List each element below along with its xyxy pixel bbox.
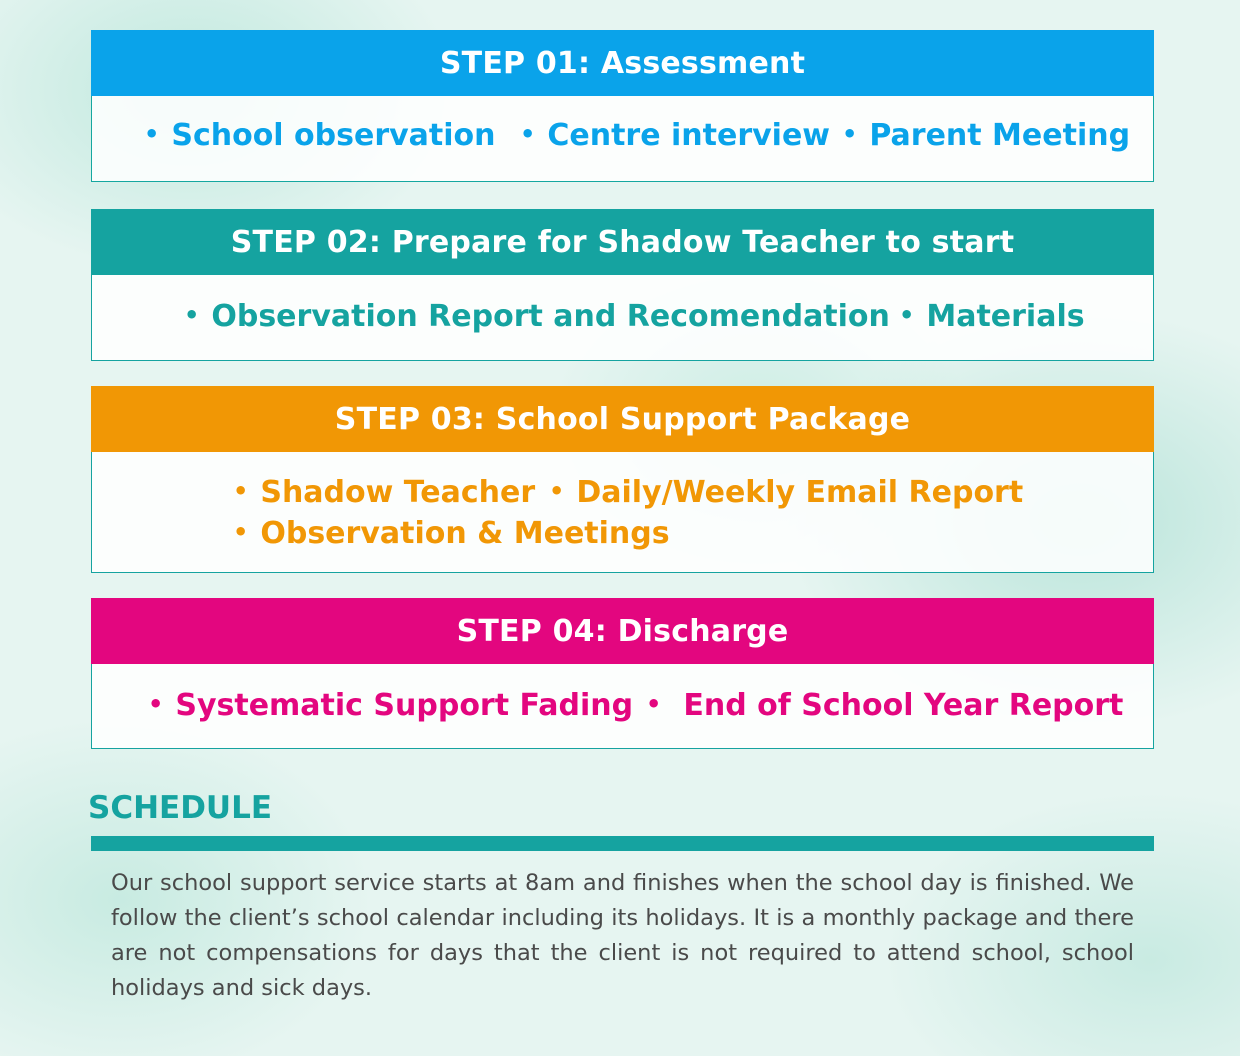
step-02-card bbox=[91, 209, 1154, 361]
schedule-divider bbox=[91, 836, 1154, 851]
bullet-icon: • bbox=[144, 120, 160, 148]
step-01-card bbox=[91, 30, 1154, 182]
step-04-item-support-fading: • Systematic Support Fading bbox=[148, 688, 634, 723]
bullet-icon: • bbox=[184, 301, 200, 329]
step-04-items bbox=[91, 664, 1154, 749]
step-04-card bbox=[91, 598, 1154, 749]
step-01-items bbox=[91, 96, 1154, 182]
bullet-icon: • bbox=[233, 477, 249, 505]
bullet-icon: • bbox=[148, 690, 164, 718]
bullet-icon: • bbox=[646, 690, 662, 718]
step-03-item-shadow-teacher: • Shadow Teacher bbox=[233, 475, 536, 510]
step-03-card bbox=[91, 386, 1154, 573]
schedule-description: Our school support service starts at 8am and finishes when the school day is finished. We follow the client’s school calendar including its holidays. It is a monthly package and there are not compensations for days that the client is not required to attend school, school holidays and sick days. bbox=[111, 870, 1134, 1001]
schedule-heading: SCHEDULE bbox=[88, 790, 273, 826]
step-02-items bbox=[91, 275, 1154, 361]
bullet-icon: • bbox=[520, 120, 536, 148]
step-03-header: STEP 03: School Support Package bbox=[91, 386, 1154, 452]
bullet-icon: • bbox=[842, 120, 858, 148]
bullet-icon: • bbox=[233, 518, 249, 546]
step-04-item-end-of-year-report: • End of School Year Report bbox=[646, 688, 1124, 723]
step-02-item-observation-report: • Observation Report and Recomendation bbox=[184, 299, 890, 334]
step-04-header: STEP 04: Discharge bbox=[91, 598, 1154, 664]
step-03-item-observation-meetings: • Observation & Meetings bbox=[233, 516, 670, 551]
step-01-item-school-observation: • School observation bbox=[144, 118, 496, 153]
step-01-item-parent-meeting: • Parent Meeting bbox=[842, 118, 1131, 153]
step-03-items bbox=[91, 452, 1154, 573]
step-01-item-centre-interview: • Centre interview bbox=[520, 118, 831, 153]
step-02-header: STEP 02: Prepare for Shadow Teacher to start bbox=[91, 209, 1154, 275]
step-01-header: STEP 01: Assessment bbox=[91, 30, 1154, 96]
bullet-icon: • bbox=[899, 301, 915, 329]
bullet-icon: • bbox=[549, 477, 565, 505]
step-02-item-materials: • Materials bbox=[899, 299, 1085, 334]
step-03-item-email-report: • Daily/Weekly Email Report bbox=[549, 475, 1024, 510]
